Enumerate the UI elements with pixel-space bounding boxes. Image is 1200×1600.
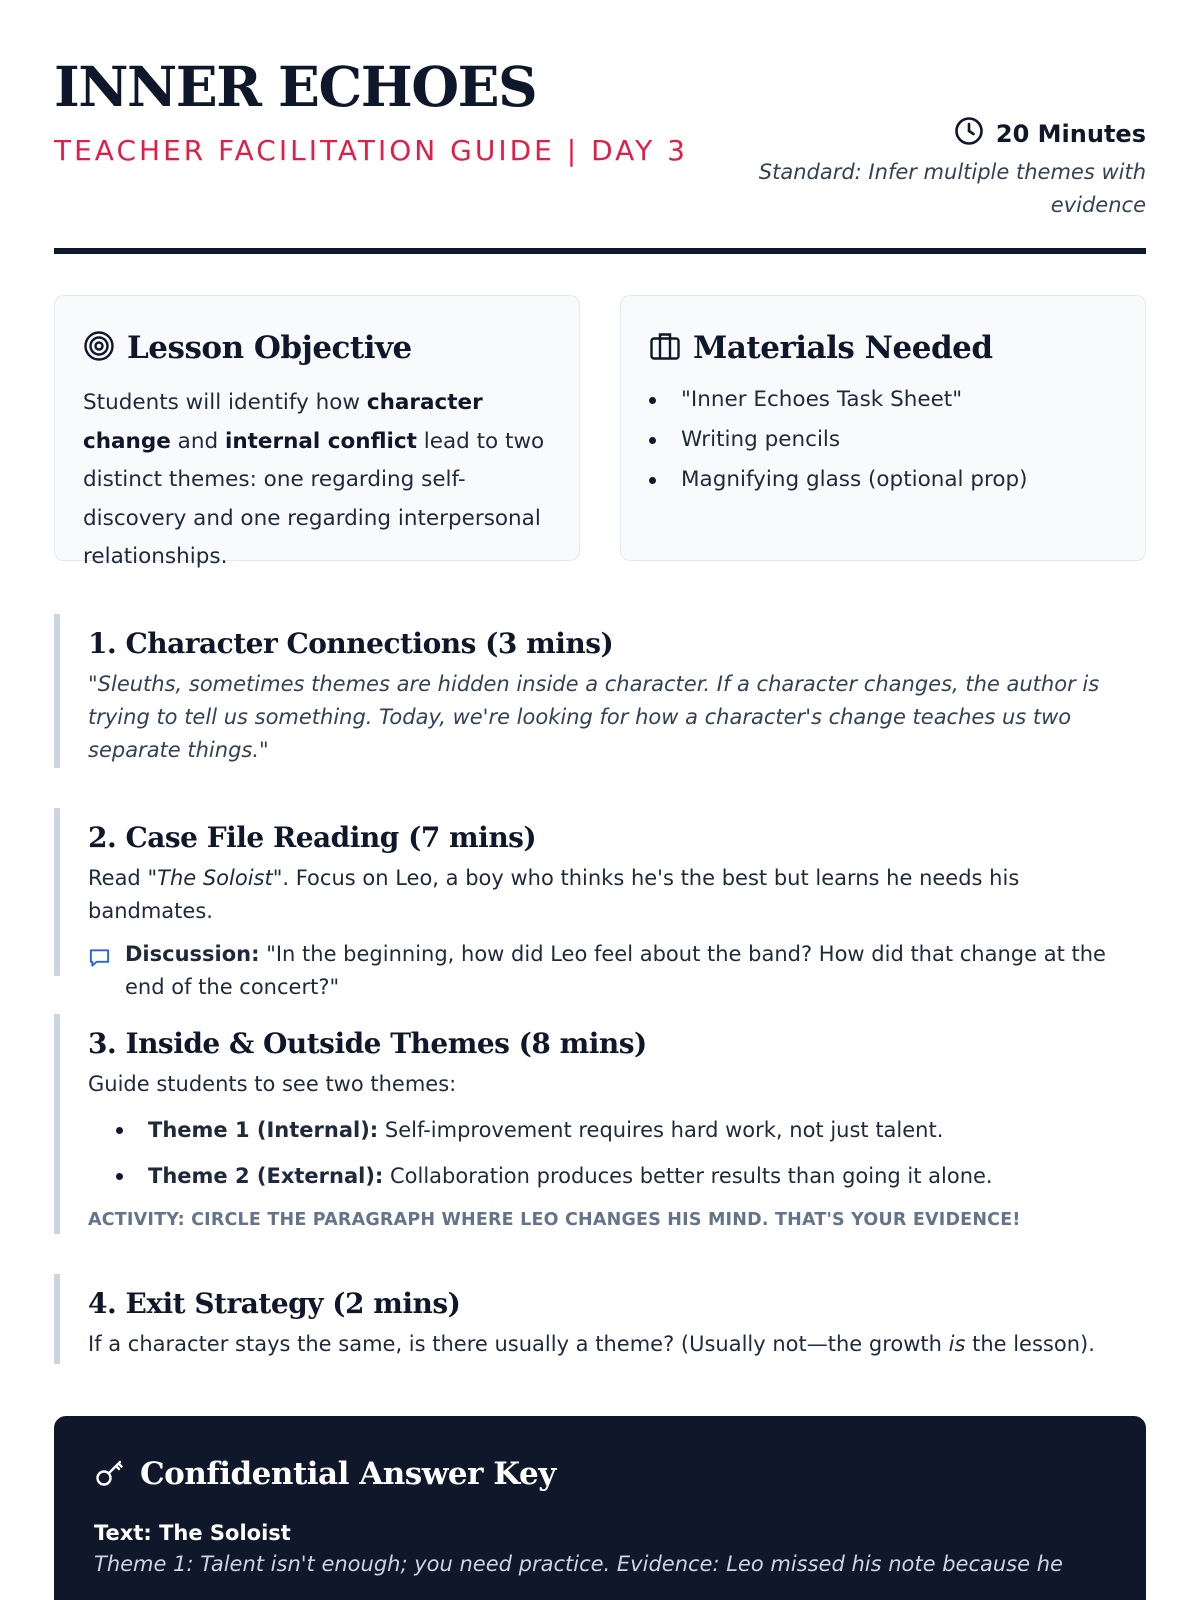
page-title: INNER ECHOES [54,54,537,119]
duration [746,114,1146,154]
list-item: "Inner Echoes Task Sheet" [649,380,1117,420]
answer-key-title: Confidential Answer Key [140,1456,556,1492]
section-text: Read "The Soloist". Focus on Leo, a boy who thinks he's the best but learns he needs his bandmates. [88,866,1020,923]
materials-card [620,295,1146,561]
briefcase-icon [649,330,681,366]
section-title: 1. Character Connections (3 mins) [88,627,614,660]
activity-note: ACTIVITY: CIRCLE THE PARAGRAPH WHERE LEO CHANGES HIS MIND. THAT'S YOUR EVIDENCE! [88,1210,1021,1230]
list-item: Writing pencils [649,420,1117,460]
discussion-text: Discussion: "In the beginning, how did Leo feel about the band? How did that change at the end of the concert?" [125,942,1106,999]
list-item: Theme 2 (External): Collaboration produces better results than going it alone. [88,1153,1146,1199]
answer-text-label: Text: The Soloist [94,1521,291,1545]
section-title: 4. Exit Strategy (2 mins) [88,1287,461,1320]
objective-card [54,295,580,569]
chat-bubble-icon [88,938,111,1004]
info-cards [54,295,1146,569]
list-item: Magnifying glass (optional prop) [649,460,1117,500]
section-exit-strategy [54,1274,1146,1364]
discussion-prompt [88,938,1146,1004]
duration-label: 20 Minutes [995,120,1146,148]
section-character-connections [54,614,1146,768]
objective-text: Students will identify how character change and internal conflict lead to two distinct themes: one regarding self-discovery and one regarding interpersonal relationships. [83,390,545,569]
list-item: Theme 1 (Internal): Self-improvement requires hard work, not just talent. [88,1107,1146,1153]
section-title: 3. Inside & Outside Themes (8 mins) [88,1027,647,1060]
materials-list [649,380,1117,500]
standard: Standard: Infer multiple themes with evidence [758,160,1146,217]
section-quote: "Sleuths, sometimes themes are hidden inside a character. If a character changes, the author is trying to tell us something. Today, we're looking for how a character's change teaches us two separate things." [88,672,1100,762]
materials-title: Materials Needed [693,330,993,366]
section-inside-outside-themes [54,1014,1146,1234]
key-icon [94,1456,126,1492]
section-case-file-reading [54,808,1146,999]
section-text: Guide students to see two themes: [88,1072,457,1096]
section-title: 2. Case File Reading (7 mins) [88,821,537,854]
answer-key [54,1416,1146,1600]
lesson-meta [746,114,1146,222]
answer-theme: Theme 1: Talent isn't enough; you need practice. Evidence: Leo missed his note because he [94,1552,1063,1576]
objective-title: Lesson Objective [127,330,412,366]
theme-list [88,1107,1146,1199]
page-subtitle: TEACHER FACILITATION GUIDE | DAY 3 [54,134,688,167]
header [54,0,1146,254]
clock-icon [954,116,984,152]
target-icon [83,330,115,366]
section-text: If a character stays the same, is there usually a theme? (Usually not—the growth is the lesson). [88,1332,1095,1356]
